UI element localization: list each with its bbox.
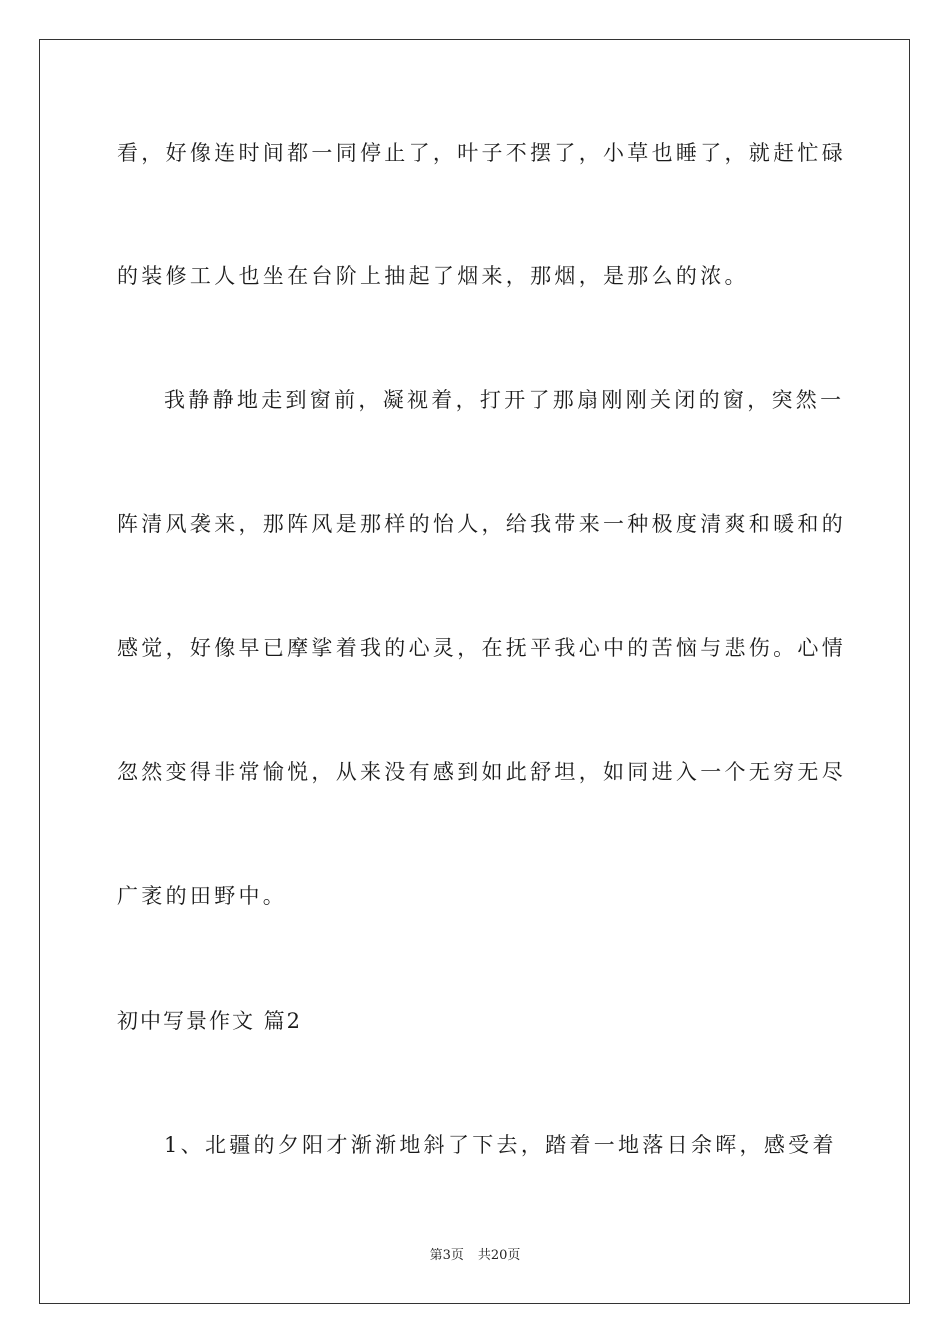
text-line: 我静静地走到窗前，凝视着，打开了那扇刚刚关闭的窗，突然一: [164, 388, 845, 412]
page-total: 共20页: [477, 1248, 521, 1263]
text-line: 忽然变得非常愉悦，从来没有感到如此舒坦，如同进入一个无穷无尽: [117, 760, 846, 784]
text-line: 阵清风袭来，那阵风是那样的怡人，给我带来一种极度清爽和暖和的: [117, 512, 846, 536]
text-line: 的装修工人也坐在台阶上抽起了烟来，那烟，是那么的浓。: [117, 264, 749, 288]
text-line: 看，好像连时间都一同停止了，叶子不摆了，小草也睡了，就赶忙碌: [117, 141, 846, 165]
text-line: 感觉，好像早已摩挲着我的心灵，在抚平我心中的苦恼与悲伤。心情: [117, 636, 846, 660]
page-number: 第3页: [429, 1248, 464, 1263]
page-footer: [0, 1247, 950, 1265]
text-line: 广袤的田野中。: [117, 884, 288, 908]
section-heading: 初中写景作文 篇2: [117, 1009, 303, 1033]
page-border: [39, 39, 910, 1304]
text-line: 1、北疆的夕阳才渐渐地斜了下去，踏着一地落日余晖，感受着: [164, 1133, 837, 1157]
